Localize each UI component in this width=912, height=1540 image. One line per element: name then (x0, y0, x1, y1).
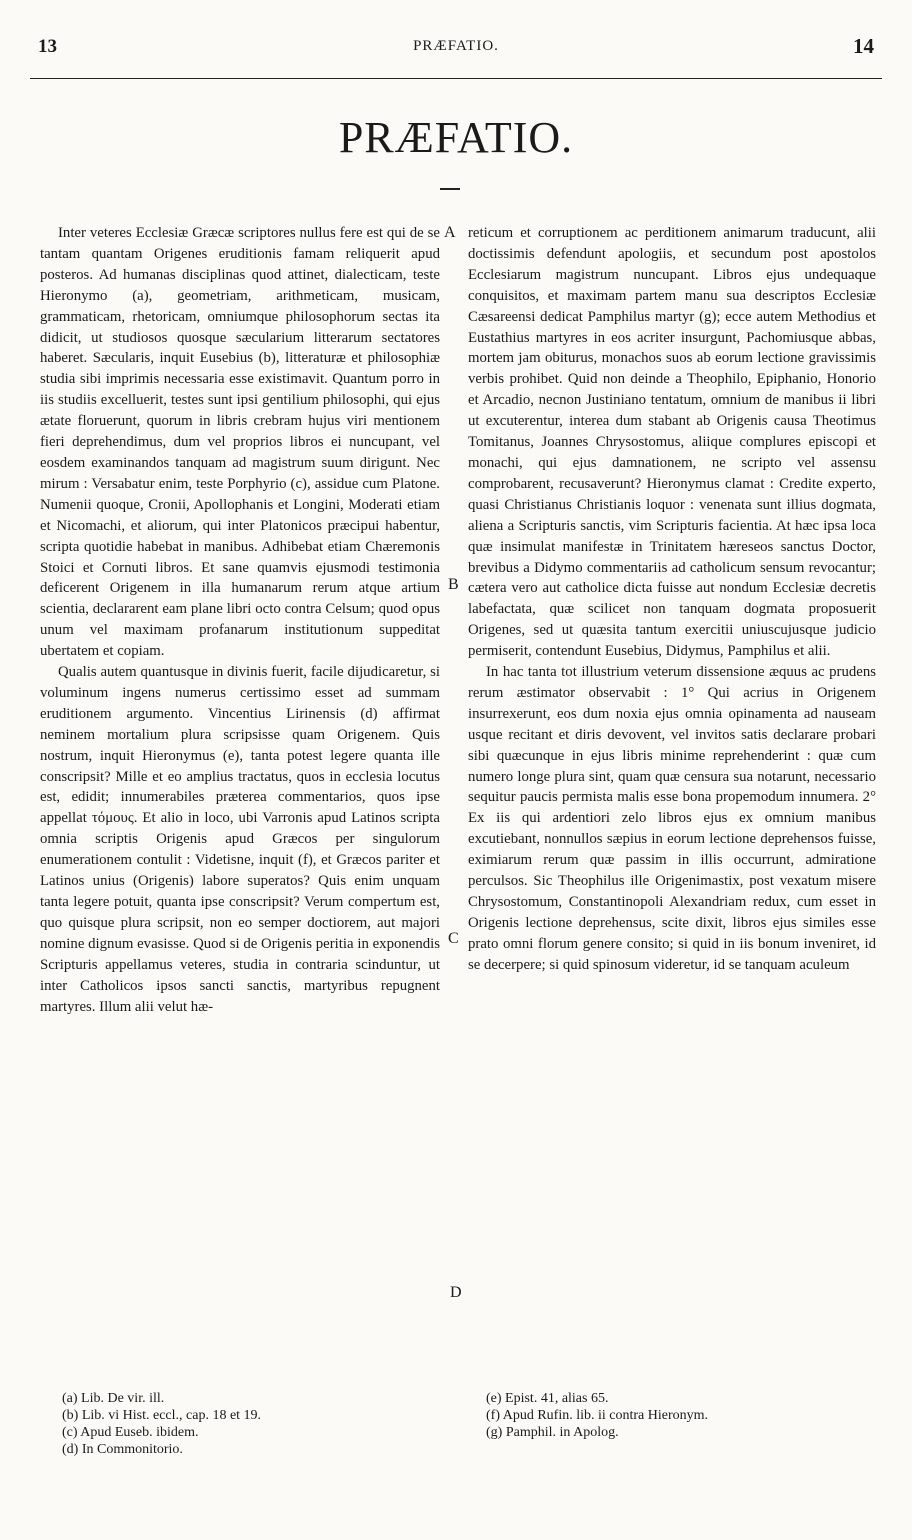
page-number-left: 13 (38, 36, 57, 57)
footnote-g: (g) Pamphil. in Apolog. (486, 1425, 619, 1440)
footnote-a: (a) Lib. De vir. ill. (62, 1391, 165, 1406)
page-title: PRÆFATIO. (338, 113, 574, 162)
footnotes-left (62, 1390, 442, 1458)
margin-marker-c: C (448, 930, 459, 947)
running-header (30, 28, 882, 58)
left-paragraph-2: Qualis autem quantusque in divinis fuerit, facile dijudicaretur, si voluminum ingens numerus certissimo esset ad summam eruditionem argumento. Vincentius Lirinensis (d) affirmat neminem mortalium plura scripsisse quam Origenem. Quis nostrum, inquit Hieronymus (e), tanta potest legere quanta ille conscripsit? Mille et eo amplius tractatus, quos in ecclesia locutus est, edidit; innumerabiles præterea commentarios, quos ipse appellat τόμους. Et alio in loco, ubi Varronis apud Latinos scripta omnia scriptis Origenis apud Græcos per singulorum enumerationem contulit : Videtisne, inquit (f), et Græcos pariter et Latinos unius (Origenis) labore superatos? Quis enim unquam tanta legere potuit, quanta ipse conscripsit? Verum compertum est, quo quisque plura scripsit, non eo semper doctiorem, aut majori nomine dignum evasisse. Quod si de Origenis peritia in exponendis Scripturis appellamus veteres, studia in contraria scinduntur, ut inter Catholicos ipsos sancti sanctis, martyribus repugnent martyres. Illum alii velut hæ- (40, 664, 440, 1015)
footnotes-right (486, 1390, 876, 1441)
footnote-b: (b) Lib. vi Hist. eccl., cap. 18 et 19. (62, 1408, 262, 1423)
right-paragraph-2: In hac tanta tot illustrium veterum dissensione æquus ac prudens rerum æstimator observabit : 1° Qui acrius in Origenem insurrexerunt, eos dum noxia ejus omnia opinamenta ad nauseam usque recitant et diris devovent, vel invitos satis declarare probari sibi quæcunque in ejus libris minime reprehenderint : quæ cum numero longe plura sint, quam quæ censura sua notarunt, necessario sequitur paucis permista malis esse bona propemodum innumera. 2° Ex iis qui ardentiori zelo libros ejus ex omnium manibus excutiebant, nonnullos sæpius in eorum lectione deprehensos fuisse, eximiarum rerum quæ passim in illis occurrunt, admiratione perculsos. Sic Theophilus ille Origenimastix, post vexatum misere Chrysostomum, Constantinopoli Alexandriam redux, cum esset in Origenis lectione deprehensus, scite dixit, libros ejus similes esse prato omni florum genere consito; si quid in iis bonum inveniret, id se decerpere; si quid spinosum videretur, id se tanquam aculeum (468, 664, 876, 973)
footnote-f: (f) Apud Rufin. lib. ii contra Hieronym. (486, 1408, 709, 1423)
title-dash (440, 188, 460, 190)
footnote-d: (d) In Commonitorio. (62, 1442, 183, 1457)
left-paragraph-1: Inter veteres Ecclesiæ Græcæ scriptores nullus fere est qui de se tantam quantam Origenes eruditionis famam reliquerit apud posteros. Ad humanas disciplinas quod attinet, dialecticam, teste Hieronymo (a), geometriam, arithmeticam, musicam, grammaticam, rhetoricam, omniumque philosophorum sectas ita didicit, ut studiosos quosque sæcularium litterarum sectatores haberet. Sæcularis, inquit Eusebius (b), litteraturæ et philosophiæ studia sibi imprimis necessaria esse existimavit. Quantum porro in iis studiis excelluerit, testes sunt ipsi gentilium philosophi, qui ejus ætate floruerunt, quorum in libris crebram hujus viri mentionem fieri deprehendimus, dum vel proprios libros ei nuncupant, vel eosdem examinandos tanquam ad magistrum suum dirigunt. Nec mirum : Versabatur enim, teste Porphyrio (c), assidue cum Platone. Numenii quoque, Cronii, Apollophanis et Longini, Moderati etiam et Nicomachi, et aliorum, qui inter Platonicos præcipui habentur, scripta quotidie habebat in manibus. Adhibebat etiam Chæremonis Stoici et Cornuti libros. Et sane quamvis ejusmodi testimonia deficerent Origenem in illa humanarum rerum atque artium scientia, declararent eam plane libri octo contra Celsum; quod opus unum vel maximam profanarum institutionum suppeditat ubertatem et copiam. (40, 225, 440, 660)
margin-marker-a: A (444, 224, 456, 241)
footnote-e: (e) Epist. 41, alias 65. (486, 1391, 609, 1406)
left-column (40, 223, 440, 1017)
footnote-c: (c) Apud Euseb. ibidem. (62, 1425, 199, 1440)
page-number-right: 14 (853, 34, 874, 58)
right-column (468, 223, 876, 976)
header-rule (30, 78, 882, 79)
margin-marker-b: B (448, 576, 459, 593)
running-title: PRÆFATIO. (413, 38, 499, 54)
margin-marker-d: D (450, 1284, 462, 1301)
right-paragraph-1: reticum et corruptionem ac perditionem animarum traducunt, alii doctissimis defendunt apologiis, et secundum post apostolos Ecclesiarum magistrum nuncupant. Libros ejus undequaque conquisitos, et maximam partem manu sua descriptos Ecclesiæ Cæsareensi dedicat Pamphilus martyr (g); ecce autem Methodius et Eustathius martyres in eos acriter insurgunt, Pachomiusque abbas, mortem jam obiturus, monachos suos ab eorum lectione gravissimis verbis prohibet. Quid non deinde a Theophilo, Epiphanio, Honorio et Arcadio, necnon Justiniano tentatum, omnium de manibus ii libri ut excuterentur, interea dum stabant ab Origenis causa Theotimus Tomitanus, Joannes Chrysostomus, aliique complures episcopi et monachi, qui ejus damnationem, ne scripto vel assensu comprobarent, recusaverunt? Hieronymus clamat : Credite experto, quasi Christianus Christianis loquor : venenata sunt illius dogmata, aliena a Scripturis sanctis, vim Scripturis facientia. At hæc ipsa loca quæ insimulat manifestæ in Trinitatem hæreseos sanctus Doctor, brevibus a Didymo commentariis ad catholicum sensum revocantur; cætera vero aut catholice dicta fuisse aut nondum Ecclesiæ decretis labefactata, quæ scilicet non tanquam dogmata proposuerit Origenes, sed ut quæsita tantum exercitii uniuscujusque judicio permiserit, contendunt Eusebius, Didymus, Pamphilus et alii. (468, 225, 876, 660)
